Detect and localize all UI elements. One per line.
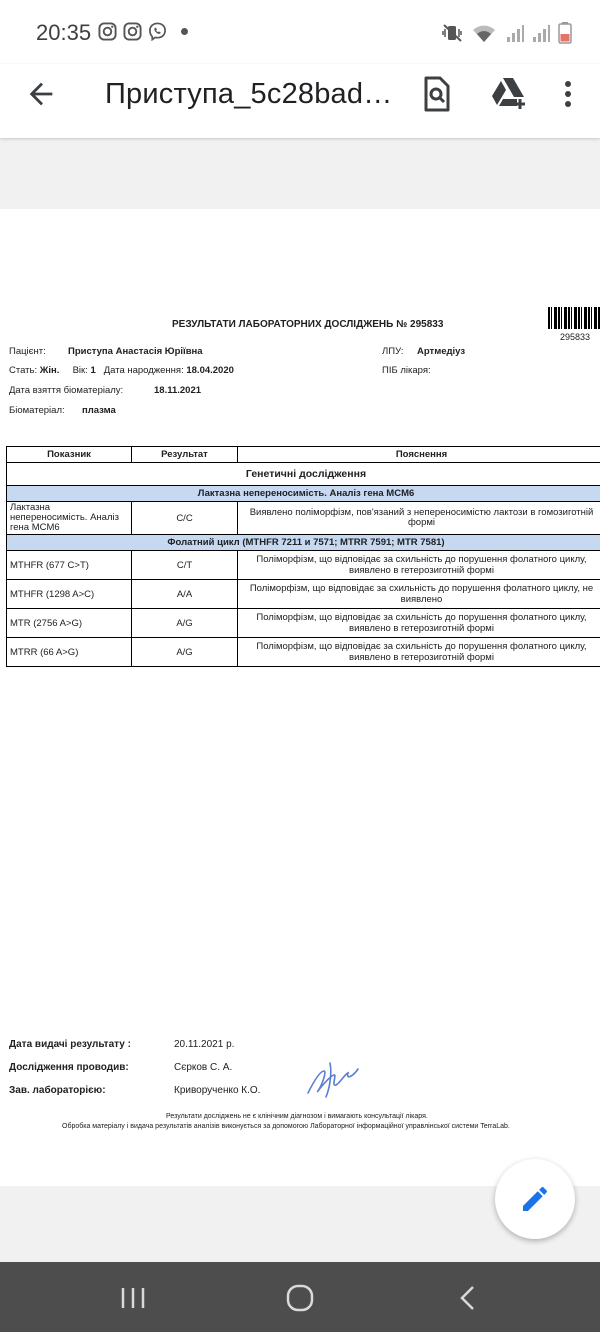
group-row [7, 535, 600, 551]
header-explanation: Пояснення [238, 447, 600, 463]
document-page[interactable] [0, 209, 600, 1186]
signature [300, 1049, 366, 1109]
report-title-text: РЕЗУЛЬТАТИ ЛАБОРАТОРНИХ ДОСЛІДЖЕНЬ [172, 319, 394, 330]
document-title: Приступа_5c28bad… [105, 78, 393, 110]
row-explanation: Поліморфізм, що відповідає за схильність до порушення фолатного циклу, виявлено в гетерозиготній формі [238, 638, 600, 667]
head-label: Зав. лабораторією: [9, 1085, 106, 1096]
header-result: Результат [132, 447, 238, 463]
row-indicator: MTRR (66 A>G) [7, 638, 132, 667]
report-title [172, 319, 443, 330]
sample-date-label: Дата взяття біоматеріалу: [9, 385, 124, 396]
table-row [7, 580, 600, 609]
find-in-page-icon[interactable] [414, 72, 458, 116]
signal-icon [506, 24, 524, 42]
biomaterial-value: плазма [82, 405, 116, 416]
mute-vibrate-icon [442, 23, 464, 43]
row-explanation: Поліморфізм, що відповідає за схильність до порушення фолатного циклу, виявлено в гетерозиготній формі [238, 609, 600, 638]
row-indicator: Лактазна непереносимість. Аналіз гена MCM6 [7, 502, 132, 535]
row-explanation: Виявлено поліморфізм, пов'язаний з непереносимістю лактози в гомозиготній формі [238, 502, 600, 535]
group-title: Фолатний цикл (MTHFR 7211 и 7571; MTRR 7591; MTR 7581) [7, 535, 600, 551]
row-result: A/G [132, 609, 238, 638]
age-label: Вік: [72, 365, 88, 376]
issue-date-label: Дата видачі результату : [9, 1039, 131, 1050]
battery-icon [558, 22, 572, 44]
age-value: 1 [90, 365, 96, 376]
header-indicator: Показник [7, 447, 132, 463]
row-indicator: MTHFR (1298 A>C) [7, 580, 132, 609]
wifi-icon [472, 23, 498, 43]
edit-pencil-icon [519, 1183, 551, 1215]
status-right-icons [442, 22, 572, 44]
results-table [6, 446, 600, 667]
row-explanation: Поліморфізм, що відповідає за схильність до порушення фолатного циклу, не виявлено [238, 580, 600, 609]
edit-button[interactable] [495, 1159, 575, 1239]
patient-name: Приступа Анастасія Юріївна [68, 346, 203, 357]
add-to-drive-icon[interactable] [487, 72, 531, 116]
head-value: Криворученко К.О. [174, 1085, 261, 1096]
sample-date-value: 18.11.2021 [154, 385, 202, 396]
lpu-value: Артмедіуз [417, 346, 466, 357]
dob-value: 18.04.2020 [186, 365, 234, 376]
row-result: C/C [132, 502, 238, 535]
performed-by-label: Дослідження проводив: [9, 1062, 129, 1073]
report-number: № 295833 [396, 319, 444, 330]
dob-label: Дата народження: [103, 365, 184, 376]
processing-note: Обробка матеріалу і видача результатів аналізів виконується за допомогою Лабораторної інформаційної управлінської системи TerraLab. [62, 1123, 510, 1130]
row-indicator: MTHFR (677 C>T) [7, 551, 132, 580]
table-row [7, 638, 600, 667]
section-row [7, 463, 600, 486]
viber-icon [148, 22, 167, 41]
group-row [7, 486, 600, 502]
table-row [7, 502, 600, 535]
group-title: Лактазна непереносимість. Аналіз гена MCM6 [7, 486, 600, 502]
row-result: A/G [132, 638, 238, 667]
back-icon[interactable] [451, 1284, 485, 1312]
status-bar [0, 0, 600, 64]
table-header-row [7, 447, 600, 463]
doctor-label: ПІБ лікаря: [382, 365, 431, 376]
instagram-icon [98, 22, 117, 41]
dot-icon [181, 28, 188, 35]
signal-icon [532, 24, 550, 42]
table-row [7, 551, 600, 580]
more-vert-icon[interactable] [546, 72, 590, 116]
status-left-icons [98, 22, 188, 41]
row-explanation: Поліморфізм, що відповідає за схильність до порушення фолатного циклу, виявлено в гетерозиготній формі [238, 551, 600, 580]
instagram-icon [123, 22, 142, 41]
performed-by-value: Сєрков С. А. [174, 1062, 233, 1073]
row-indicator: MTR (2756 A>G) [7, 609, 132, 638]
sex-age-dob [9, 365, 234, 376]
sex-label: Стать: [9, 365, 38, 376]
navigation-bar [0, 1262, 600, 1332]
table-row [7, 609, 600, 638]
home-icon[interactable] [283, 1284, 317, 1312]
app-bar [0, 64, 600, 138]
row-result: A/A [132, 580, 238, 609]
status-time: 20:35 [36, 20, 92, 45]
sex-value: Жін. [39, 365, 60, 376]
section-title: Генетичні дослідження [7, 463, 600, 486]
back-arrow-icon[interactable] [24, 77, 58, 111]
biomaterial-label: Біоматеріал: [9, 405, 65, 416]
lpu-label: ЛПУ: [382, 346, 404, 357]
patient-label: Пацієнт: [9, 346, 46, 357]
disclaimer: Результати досліджень не є клінічним діагнозом і вимагають консультації лікаря. [166, 1113, 428, 1120]
barcode-number: 295833 [560, 332, 591, 342]
issue-date-value: 20.11.2021 р. [174, 1039, 235, 1050]
row-result: C/T [132, 551, 238, 580]
recents-icon[interactable] [116, 1284, 150, 1312]
barcode [548, 307, 600, 329]
